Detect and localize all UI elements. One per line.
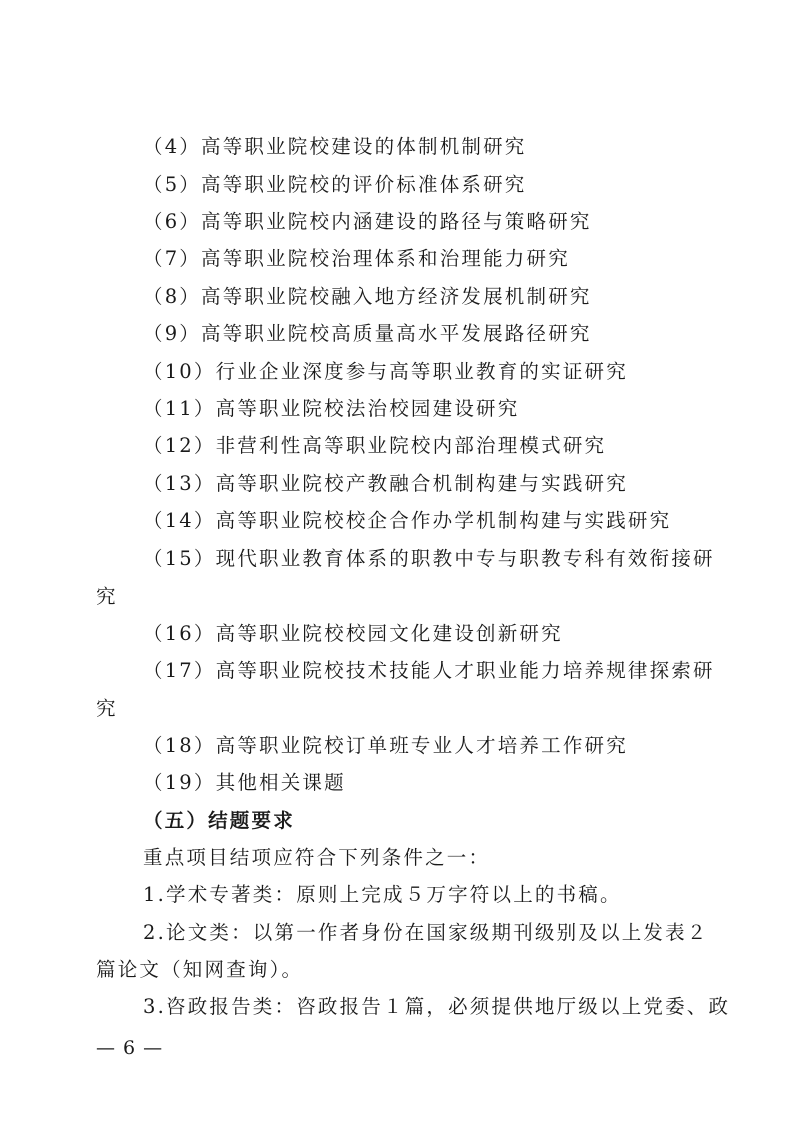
- topic-item-4: （4）高等职业院校建设的体制机制研究: [143, 135, 527, 158]
- requirement-2-continued: 篇论文（知网查询）。: [96, 958, 304, 981]
- topic-item-12: （12）非营利性高等职业院校内部治理模式研究: [143, 434, 607, 457]
- page-number: — 6 —: [96, 1037, 164, 1059]
- topic-item-6: （6）高等职业院校内涵建设的路径与策略研究: [143, 210, 592, 233]
- topic-item-16: （16）高等职业院校校园文化建设创新研究: [143, 622, 563, 645]
- section-heading: （五）结题要求: [143, 809, 295, 832]
- topic-item-17-continued: 究: [96, 697, 118, 720]
- requirements-intro: 重点项目结项应符合下列条件之一：: [143, 846, 491, 869]
- topic-item-9: （9）高等职业院校高质量高水平发展路径研究: [143, 322, 592, 345]
- requirement-3: 3.咨政报告类：咨政报告１篇，必须提供地厅级以上党委、政: [143, 995, 731, 1018]
- topic-item-11: （11）高等职业院校法治校园建设研究: [143, 397, 520, 420]
- topic-item-5: （5）高等职业院校的评价标准体系研究: [143, 173, 527, 196]
- topic-item-10: （10）行业企业深度参与高等职业教育的实证研究: [143, 360, 628, 383]
- requirement-1: 1.学术专著类：原则上完成５万字符以上的书稿。: [143, 883, 622, 906]
- topic-item-13: （13）高等职业院校产教融合机制构建与实践研究: [143, 472, 628, 495]
- topic-item-17: （17）高等职业院校技术技能人才职业能力培养规律探索研: [143, 659, 715, 682]
- topic-item-8: （8）高等职业院校融入地方经济发展机制研究: [143, 285, 592, 308]
- topic-item-18: （18）高等职业院校订单班专业人才培养工作研究: [143, 734, 628, 757]
- requirement-2: 2.论文类：以第一作者身份在国家级期刊级别及以上发表２: [143, 921, 709, 944]
- topic-item-15-continued: 究: [96, 585, 118, 608]
- topic-item-15: （15）现代职业教育体系的职教中专与职教专科有效衔接研: [143, 547, 715, 570]
- topic-item-14: （14）高等职业院校校企合作办学机制构建与实践研究: [143, 509, 672, 532]
- topic-item-19: （19）其他相关课题: [143, 771, 346, 794]
- topic-item-7: （7）高等职业院校治理体系和治理能力研究: [143, 247, 570, 270]
